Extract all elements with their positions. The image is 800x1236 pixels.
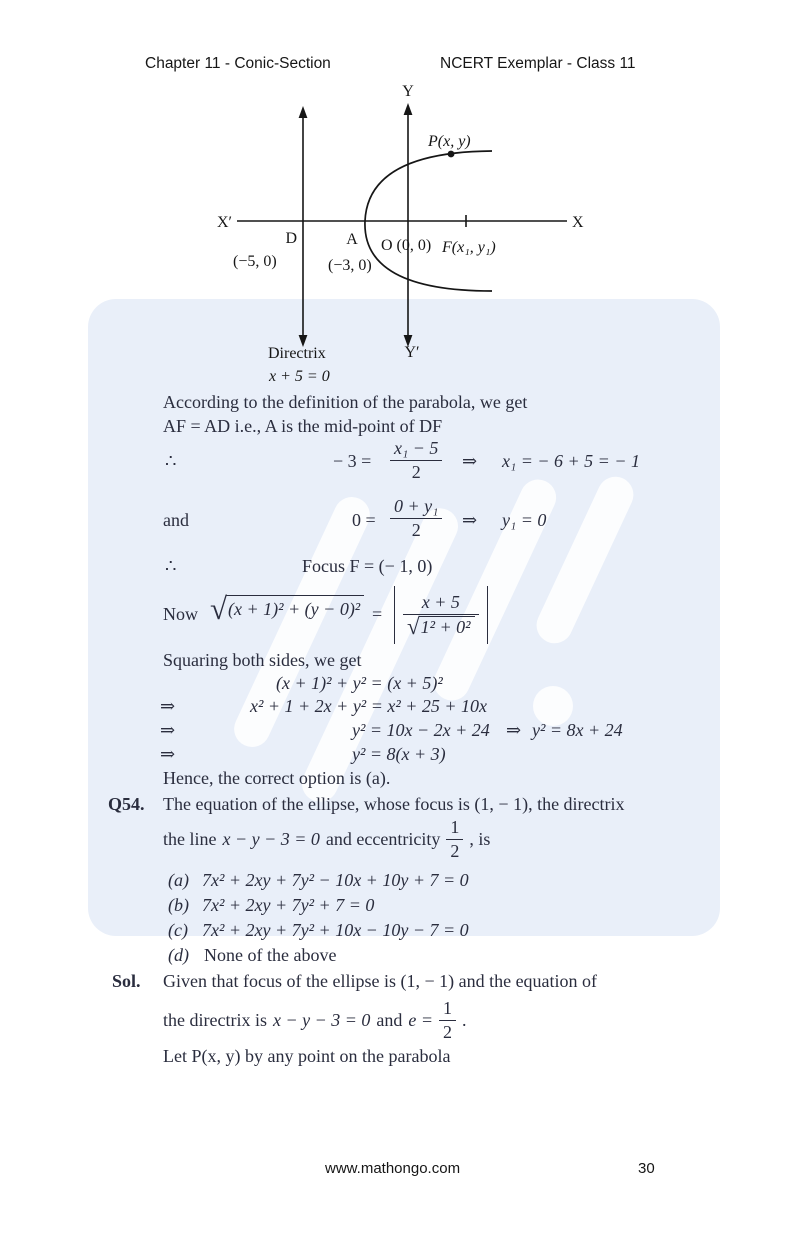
footer-site-url: www.mathongo.com bbox=[325, 1160, 461, 1177]
q54-line2-mid: and eccentricity bbox=[325, 828, 441, 849]
implies-icon: ⇒ bbox=[160, 744, 176, 764]
label-point-a: A bbox=[346, 231, 358, 248]
label-y-bottom: Y′ bbox=[404, 344, 420, 361]
header-chapter-title: Chapter 11 - Conic-Section bbox=[145, 55, 331, 72]
label-focus: F(x₁, y₁) bbox=[442, 239, 496, 256]
parabola-diagram bbox=[180, 80, 600, 392]
option-d-text: None of the above bbox=[204, 945, 337, 965]
q54-line2-pre: the line bbox=[163, 828, 217, 849]
option-label: (d) bbox=[168, 945, 189, 965]
conclusion-line: Hence, the correct option is (a). bbox=[163, 768, 391, 788]
step2-fraction: $\frac{\text{0 + y₁}}{2}$ bbox=[390, 496, 442, 541]
label-x-left: X′ bbox=[216, 214, 232, 231]
label-x-right: X bbox=[572, 214, 584, 231]
sol54-line2 bbox=[163, 994, 467, 1046]
sol54-line2-post: . bbox=[462, 1009, 467, 1030]
step4-lead: Now bbox=[163, 604, 198, 624]
radical-sign-icon: √ bbox=[210, 591, 228, 626]
step4-equals: = bbox=[372, 604, 383, 624]
equation-1: (x + 1)² + y² = (x + 5)² bbox=[276, 673, 443, 693]
option-c-text: 7x² + 2xy + 7y² + 10x − 10y − 7 = 0 bbox=[202, 920, 469, 940]
point-p-dot bbox=[448, 151, 455, 158]
q54-line2-directrix-equation: x − y − 3 = 0 bbox=[222, 828, 320, 849]
label-y-top: Y bbox=[402, 83, 414, 100]
step6-equation-2: y² = 8x + 24 bbox=[532, 720, 623, 740]
solution-label: Sol. bbox=[112, 971, 141, 991]
step2-lhs: 0 = bbox=[352, 510, 376, 530]
label-point-p: P(x, y) bbox=[428, 133, 471, 150]
option-a-text: 7x² + 2xy + 7y² − 10x + 10y + 7 = 0 bbox=[202, 870, 469, 890]
directrix-up-arrow-icon bbox=[299, 106, 308, 118]
implies-icon: ⇒ bbox=[160, 696, 176, 716]
radical-sign-icon: √ bbox=[407, 613, 420, 639]
q54-line2-post: , is bbox=[469, 828, 491, 849]
label-directrix-equation: x + 5 = 0 bbox=[269, 368, 330, 385]
question-number: Q54. bbox=[108, 794, 145, 814]
step6-equation: y² = 10x − 2x + 24 bbox=[352, 720, 490, 740]
step3-focus-result: Focus F = (− 1, 0) bbox=[302, 556, 433, 576]
solution53-intro-line1: According to the definition of the parabola, we get bbox=[163, 392, 528, 412]
sol54-line1: Given that focus of the ellipse is (1, − 1) and the equation of bbox=[163, 971, 598, 991]
sol54-line2-mid: and bbox=[376, 1009, 403, 1030]
step1-lhs: − 3 = bbox=[333, 451, 372, 471]
y-axis-up-arrow-icon bbox=[404, 103, 413, 115]
sol54-directrix-equation: x − y − 3 = 0 bbox=[272, 1009, 371, 1030]
step7-equation: y² = 8(x + 3) bbox=[352, 744, 446, 764]
sol54-line3: Let P(x, y) by any point on the parabola bbox=[163, 1046, 451, 1066]
implies-icon: ⇒ bbox=[506, 720, 522, 740]
step2-implies-icon: ⇒ bbox=[462, 510, 478, 530]
therefore-symbol: ∴ bbox=[165, 556, 177, 576]
label-d-coord: (−5, 0) bbox=[233, 253, 277, 270]
step1-fraction: $\frac{\text{x₁ − 5}}{2}$ bbox=[390, 438, 442, 483]
step4-absolute-value bbox=[394, 586, 488, 644]
option-b-text: 7x² + 2xy + 7y² + 7 = 0 bbox=[202, 895, 375, 915]
step2-result: y₁ = 0 bbox=[502, 510, 547, 530]
label-directrix: Directrix bbox=[268, 345, 326, 362]
eccentricity-fraction: $\frac{1}{2}$ bbox=[446, 817, 463, 862]
step2-lead: and bbox=[163, 510, 189, 530]
option-label: (c) bbox=[168, 920, 188, 940]
step4-radical: √ (x + 1)² + (y − 0)² bbox=[210, 595, 364, 622]
footer-page-number: 30 bbox=[638, 1160, 655, 1177]
q54-line1: The equation of the ellipse, whose focus is (1, − 1), the directrix bbox=[163, 794, 625, 814]
step5-equation: x² + 1 + 2x + y² = x² + 25 + 10x bbox=[250, 696, 488, 716]
therefore-symbol: ∴ bbox=[165, 451, 177, 471]
solution53-intro-line2: AF = AD i.e., A is the mid-point of DF bbox=[163, 416, 443, 436]
step1-result: x₁ = − 6 + 5 = − 1 bbox=[502, 451, 640, 471]
label-point-d: D bbox=[285, 230, 297, 247]
label-origin: O (0, 0) bbox=[381, 237, 432, 254]
step1-implies-icon: ⇒ bbox=[462, 451, 478, 471]
step4-fraction: x + 5 √ 1² + 0² bbox=[403, 592, 479, 639]
q54-line2 bbox=[163, 814, 490, 864]
option-label: (a) bbox=[168, 870, 189, 890]
sol54-line2-pre: the directrix is bbox=[163, 1009, 267, 1030]
eccentricity-fraction: $\frac{1}{2}$ bbox=[439, 998, 456, 1043]
squaring-line: Squaring both sides, we get bbox=[163, 650, 362, 670]
header-book-title: NCERT Exemplar - Class 11 bbox=[440, 55, 636, 72]
label-a-coord: (−3, 0) bbox=[328, 257, 372, 274]
implies-icon: ⇒ bbox=[160, 720, 176, 740]
option-label: (b) bbox=[168, 895, 189, 915]
sol54-eccentricity-var: e = bbox=[408, 1009, 434, 1030]
